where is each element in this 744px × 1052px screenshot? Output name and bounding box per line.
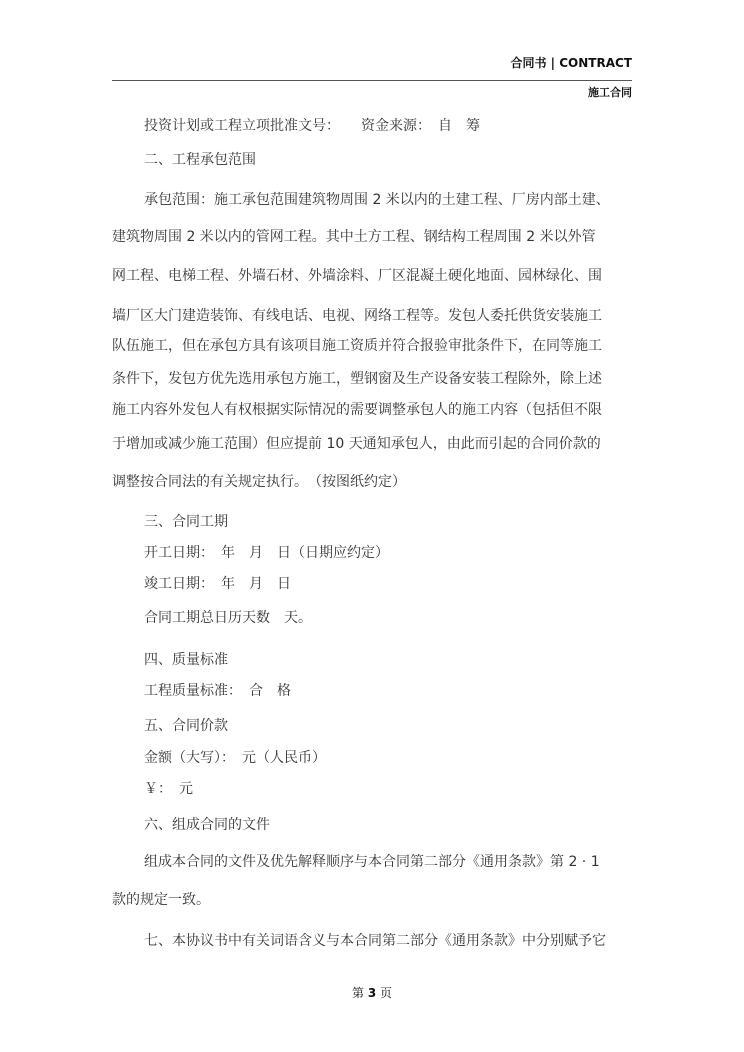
- header-subtitle: 施工合同: [588, 86, 632, 99]
- footer-suffix: 页: [380, 986, 393, 1000]
- footer-prefix: 第: [351, 986, 364, 1000]
- start-date-line: 开工日期： 年 月 日（日期应约定）: [144, 545, 389, 561]
- paragraph-line: 施工内容外发包人有权根据实际情况的需要调整承包人的施工内容（包括但不限: [112, 402, 602, 418]
- paragraph-line: 款的规定一致。: [112, 892, 210, 908]
- paragraph-line: 于增加或减少施工范围）但应提前 10 天通知承包人，由此而引起的合同价款的: [112, 436, 601, 452]
- paragraph-line: 墙厂区大门建造装饰、有线电话、电视、网络工程等。发包人委托供货安装施工: [112, 308, 602, 324]
- section-heading-scope: 二、工程承包范围: [144, 152, 256, 168]
- amount-uppercase-line: 金额（大写）： 元（人民币）: [144, 750, 326, 766]
- section-heading-terms: 七、本协议书中有关词语含义与本合同第二部分《通用条款》中分别赋予它: [144, 933, 606, 949]
- page-footer: [0, 984, 744, 1001]
- section-heading-documents: 六、组成合同的文件: [144, 817, 270, 833]
- section-heading-quality: 四、质量标准: [144, 652, 228, 668]
- total-days-line: 合同工期总日历天数 天。: [144, 610, 312, 626]
- section-heading-period: 三、合同工期: [144, 514, 228, 530]
- paragraph-line: 调整按合同法的有关规定执行。 （按图纸约定）: [112, 474, 406, 490]
- paragraph-line: 队伍施工，但在承包方具有该项目施工资质并符合报验审批条件下，在同等施工: [112, 338, 602, 354]
- completion-date-line: 竣工日期： 年 月 日: [144, 576, 291, 592]
- header-title: 合同书 | CONTRACT: [510, 56, 632, 70]
- paragraph-line: 条件下，发包方优先选用承包方施工，塑钢窗及生产设备安装工程除外，除上述: [112, 371, 602, 387]
- paragraph-line: 网工程、电梯工程、外墙石材、外墙涂料、厂区混凝土硬化地面、园林绿化、围: [112, 268, 602, 284]
- paragraph-line: 承包范围：施工承包范围建筑物周围 2 米以内的土建工程、厂房内部土建、: [144, 192, 610, 208]
- amount-yuan-line: ￥： 元: [144, 781, 193, 797]
- section-heading-price: 五、合同价款: [144, 718, 228, 734]
- header-divider: [112, 80, 632, 81]
- quality-standard-line: 工程质量标准： 合 格: [144, 683, 291, 699]
- page-number: 3: [367, 986, 377, 1000]
- paragraph-line: 组成本合同的文件及优先解释顺序与本合同第二部分《通用条款》第 2 · 1: [144, 854, 600, 870]
- approval-doc-line: 投资计划或工程立项批准文号： 资金来源： 自 筹: [144, 118, 480, 134]
- paragraph-line: 建筑物周围 2 米以内的管网工程。其中土方工程、钢结构工程周围 2 米以外管: [112, 229, 596, 245]
